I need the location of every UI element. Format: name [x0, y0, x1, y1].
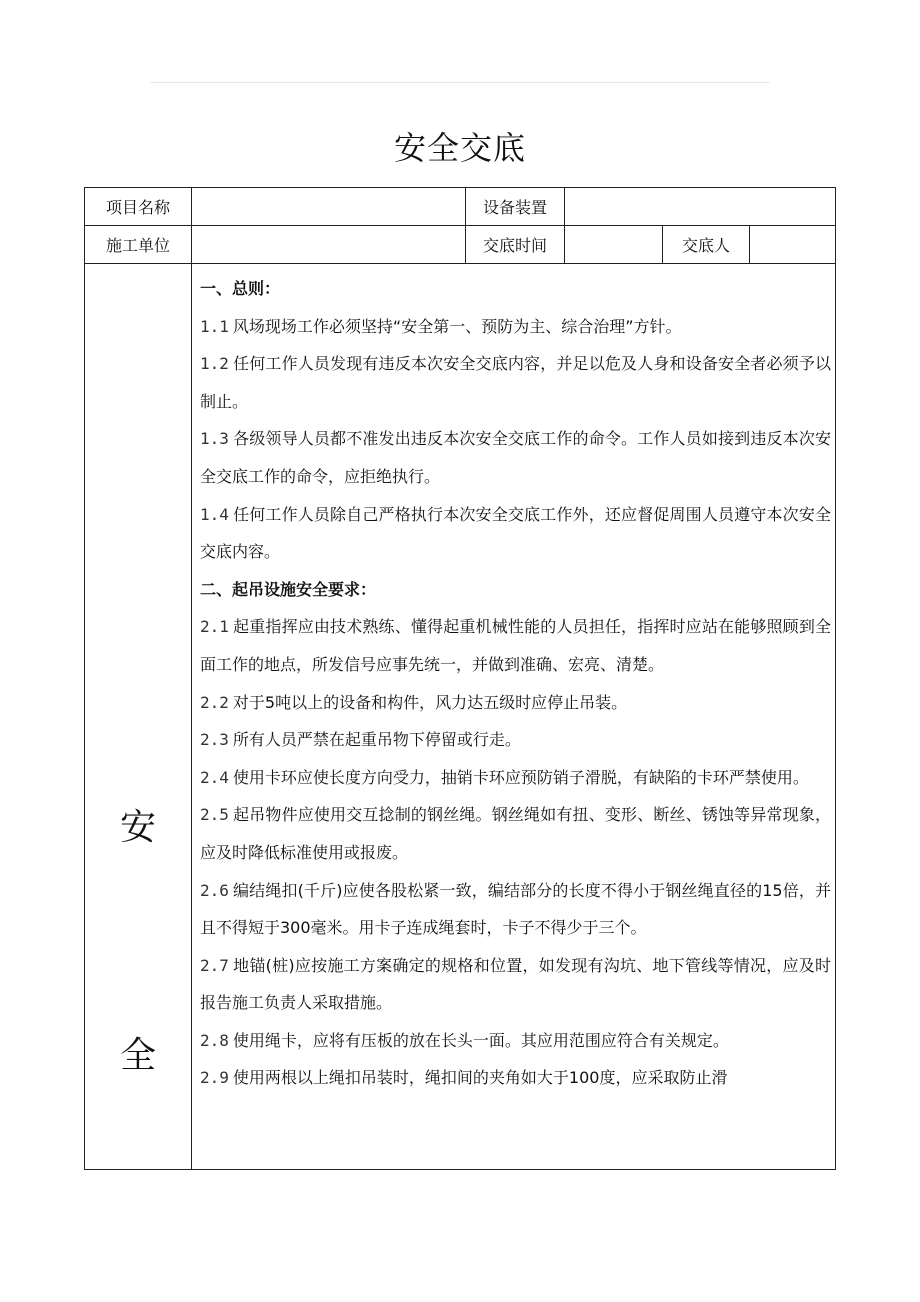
- construction-unit-field[interactable]: [192, 226, 466, 264]
- equipment-field[interactable]: [565, 188, 836, 226]
- briefing-time-field[interactable]: [565, 226, 663, 264]
- construction-unit-label: 施工单位: [85, 226, 192, 264]
- clause-number: 2.3: [200, 730, 229, 750]
- clause-number: 2.4: [200, 767, 229, 787]
- side-label-char: 全: [119, 1035, 156, 1076]
- equipment-label: 设备装置: [466, 188, 565, 226]
- briefing-time-label: 交底时间: [466, 226, 565, 264]
- clause-item: [200, 308, 831, 346]
- clause-item: [200, 345, 831, 420]
- project-name-field[interactable]: [192, 188, 466, 226]
- side-label-char: 安: [119, 807, 156, 848]
- clause-item: [200, 721, 831, 759]
- briefer-field[interactable]: [750, 226, 836, 264]
- clause-item: [200, 496, 831, 571]
- clause-number: 2.5: [200, 805, 229, 825]
- safety-briefing-form: [84, 187, 836, 1170]
- project-name-label: 项目名称: [85, 188, 192, 226]
- briefer-label: 交底人: [663, 226, 750, 264]
- content-row: [85, 264, 836, 1170]
- clause-text: 各级领导人员都不准发出违反本次安全交底工作的命令。工作人员如接到违反本次安全交底工作的命令，应拒绝执行。: [200, 429, 832, 486]
- clause-item: [200, 796, 831, 871]
- briefing-content: [200, 270, 831, 1169]
- section-title: 一、总则：: [200, 279, 281, 298]
- clause-number: 2.6: [200, 880, 229, 900]
- clause-number: 2.8: [200, 1030, 229, 1050]
- clause-text: 所有人员严禁在起重吊物下停留或行走。: [232, 730, 521, 750]
- clause-number: 2.2: [200, 692, 229, 712]
- clause-number: 1.2: [200, 354, 229, 374]
- clause-item: [200, 1059, 831, 1097]
- clause-number: 2.1: [200, 617, 229, 637]
- clause-number: 2.9: [200, 1068, 229, 1088]
- clause-item: [200, 1022, 831, 1060]
- clause-text: 起吊物件应使用交互捻制的钢丝绳。钢丝绳如有扭、变形、断丝、锈蚀等异常现象，应及时降低标准使用或报废。: [200, 805, 832, 862]
- clause-item: [200, 420, 831, 495]
- content-cell: [192, 264, 836, 1170]
- clause-text: 编结绳扣(千斤)应使各股松紧一致，编结部分的长度不得小于钢丝绳直径的15倍，并且不得短于300毫米。用卡子连成绳套时，卡子不得少于三个。: [200, 880, 832, 938]
- side-label-cell: [85, 264, 192, 1170]
- clause-item: [200, 684, 831, 722]
- clause-text: 起重指挥应由技术熟练、懂得起重机械性能的人员担任，指挥时应站在能够照顾到全面工作的地点，所发信号应事先统一，并做到准确、宏亮、清楚。: [200, 617, 832, 674]
- clause-text: 使用两根以上绳扣吊装时，绳扣间的夹角如大于100度，应采取防止滑: [232, 1068, 728, 1088]
- clause-text: 风场现场工作必须坚持“安全第一、预防为主、综合治理”方针。: [232, 316, 682, 336]
- clause-text: 使用绳卡，应将有压板的放在长头一面。其应用范围应符合有关规定。: [232, 1030, 729, 1050]
- clause-number: 1.1: [200, 316, 229, 336]
- clause-number: 2.7: [200, 955, 229, 975]
- clause-item: [200, 608, 831, 683]
- document-title: 安全交底: [393, 129, 526, 167]
- clause-item: [200, 947, 831, 1022]
- clause-text: 任何工作人员发现有违反本次安全交底内容，并足以危及人身和设备安全者必须予以制止。: [200, 354, 832, 411]
- clause-item: [200, 759, 831, 797]
- header-row-2: [85, 226, 836, 264]
- clause-text: 使用卡环应使长度方向受力，抽销卡环应预防销子滑脱，有缺陷的卡环严禁使用。: [232, 767, 809, 787]
- section-title: 二、起吊设施安全要求：: [200, 579, 377, 599]
- clause-number: 1.4: [200, 504, 229, 524]
- header-row-1: [85, 188, 836, 226]
- clause-item: [200, 872, 831, 947]
- clause-number: 1.3: [200, 429, 229, 449]
- clause-text: 对于5吨以上的设备和构件，风力达五级时应停止吊装。: [232, 692, 628, 712]
- top-divider: [150, 82, 770, 83]
- clause-text: 地锚(桩)应按施工方案确定的规格和位置，如发现有沟坑、地下管线等情况，应及时报告施工负责人采取措施。: [200, 955, 832, 1013]
- clause-text: 任何工作人员除自己严格执行本次安全交底工作外，还应督促周围人员遵守本次安全交底内容。: [200, 504, 832, 562]
